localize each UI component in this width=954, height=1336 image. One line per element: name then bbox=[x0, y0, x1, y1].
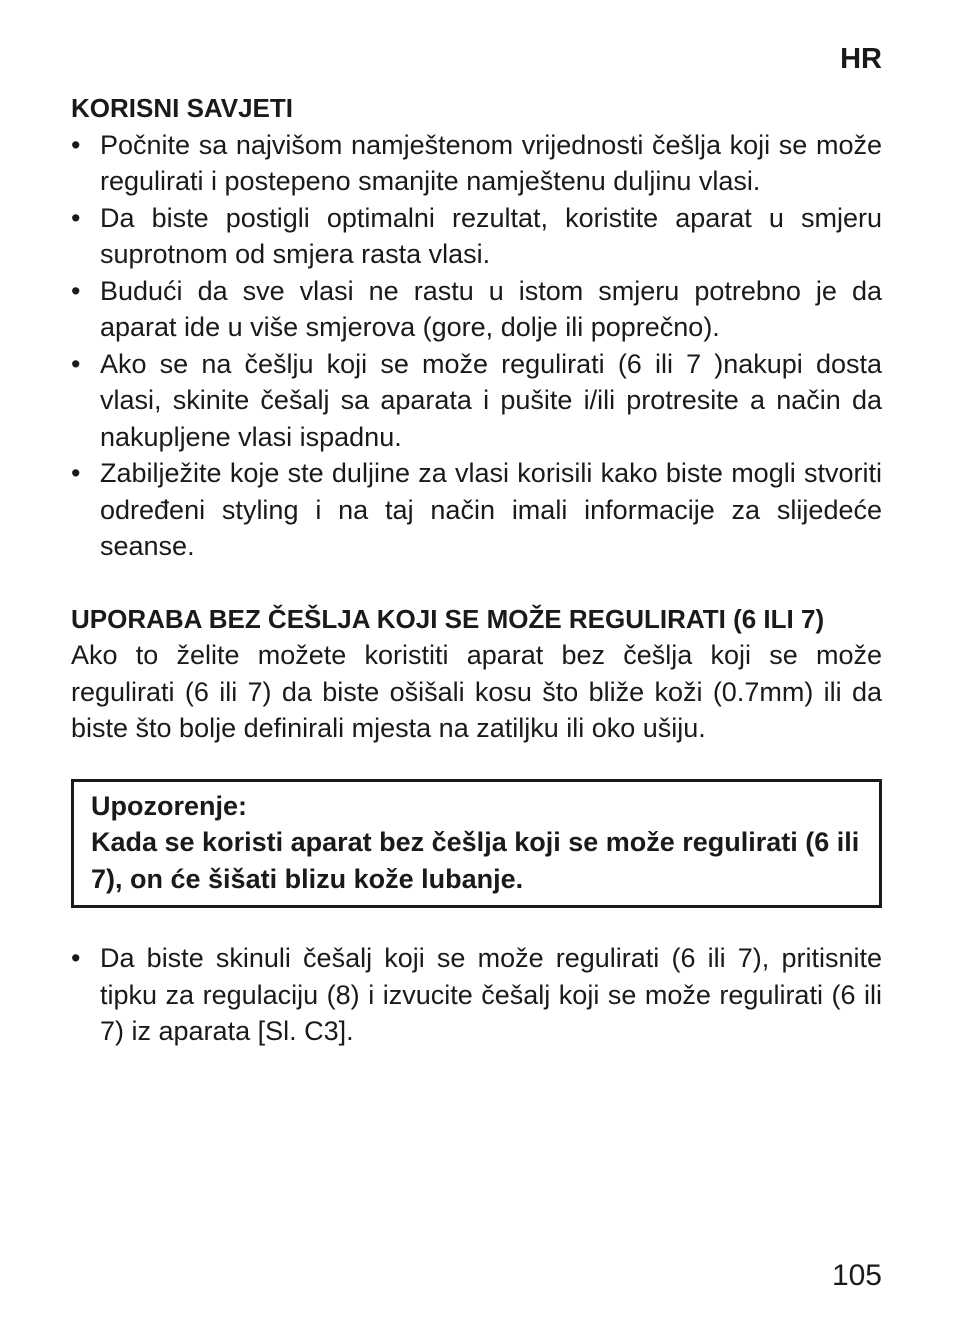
list-item: • Da biste postigli optimalni rezultat, koristite aparat u smjeru suprotnom od smjera rasta vlasi. bbox=[71, 200, 882, 273]
list-item: • Zabilježite koje ste duljine za vlasi korisili kako biste mogli stvoriti određeni styling i na taj način imali informacije za slijedeće seanse. bbox=[71, 455, 882, 565]
list-item: • Da biste skinuli češalj koji se može regulirati (6 ili 7), pritisnite tipku za regulaciju (8) i izvucite češalj koji se može regulirati (6 ili 7) iz aparata [Sl. C3]. bbox=[71, 940, 882, 1050]
section-title-usage: UPORABA BEZ ČEŠLJA KOJI SE MOŽE REGULIRATI (6 ILI 7) bbox=[71, 603, 825, 634]
list-item: • Budući da sve vlasi ne rastu u istom smjeru potrebno je da aparat ide u više smjerova (gore, dolje ili poprečno). bbox=[71, 273, 882, 346]
page-content bbox=[71, 90, 882, 1050]
usage-paragraph: Ako to želite možete koristiti aparat bez češlja koji se može regulirati (6 ili 7) da biste ošišali kosu što bliže koži (0.7mm) ili da biste što bolje definirali mjesta na zatiljku ili oko ušiju. bbox=[71, 640, 882, 743]
list-item: • Počnite sa najvišom namještenom vrijednosti češlja koji se može regulirati i postepeno smanjite namještenu duljinu vlasi. bbox=[71, 127, 882, 200]
list-item: • Ako se na češlju koji se može regulirati (6 ili 7 )nakupi dosta vlasi, skinite češalj sa aparata i pušite i/ili protresite a način da nakupljene vlasi ispadnu. bbox=[71, 346, 882, 456]
removal-list bbox=[71, 940, 882, 1050]
language-code: HR bbox=[840, 43, 882, 75]
warning-title: Upozorenje: bbox=[91, 790, 248, 821]
tips-list bbox=[71, 127, 882, 565]
warning-box bbox=[71, 779, 882, 909]
page-number: 105 bbox=[831, 1259, 882, 1292]
warning-text: Kada se koristi aparat bez češlja koji se može regulirati (6 ili 7), on će šišati blizu kože lubanje. bbox=[91, 827, 860, 894]
section-title-tips: KORISNI SAVJETI bbox=[71, 93, 294, 123]
